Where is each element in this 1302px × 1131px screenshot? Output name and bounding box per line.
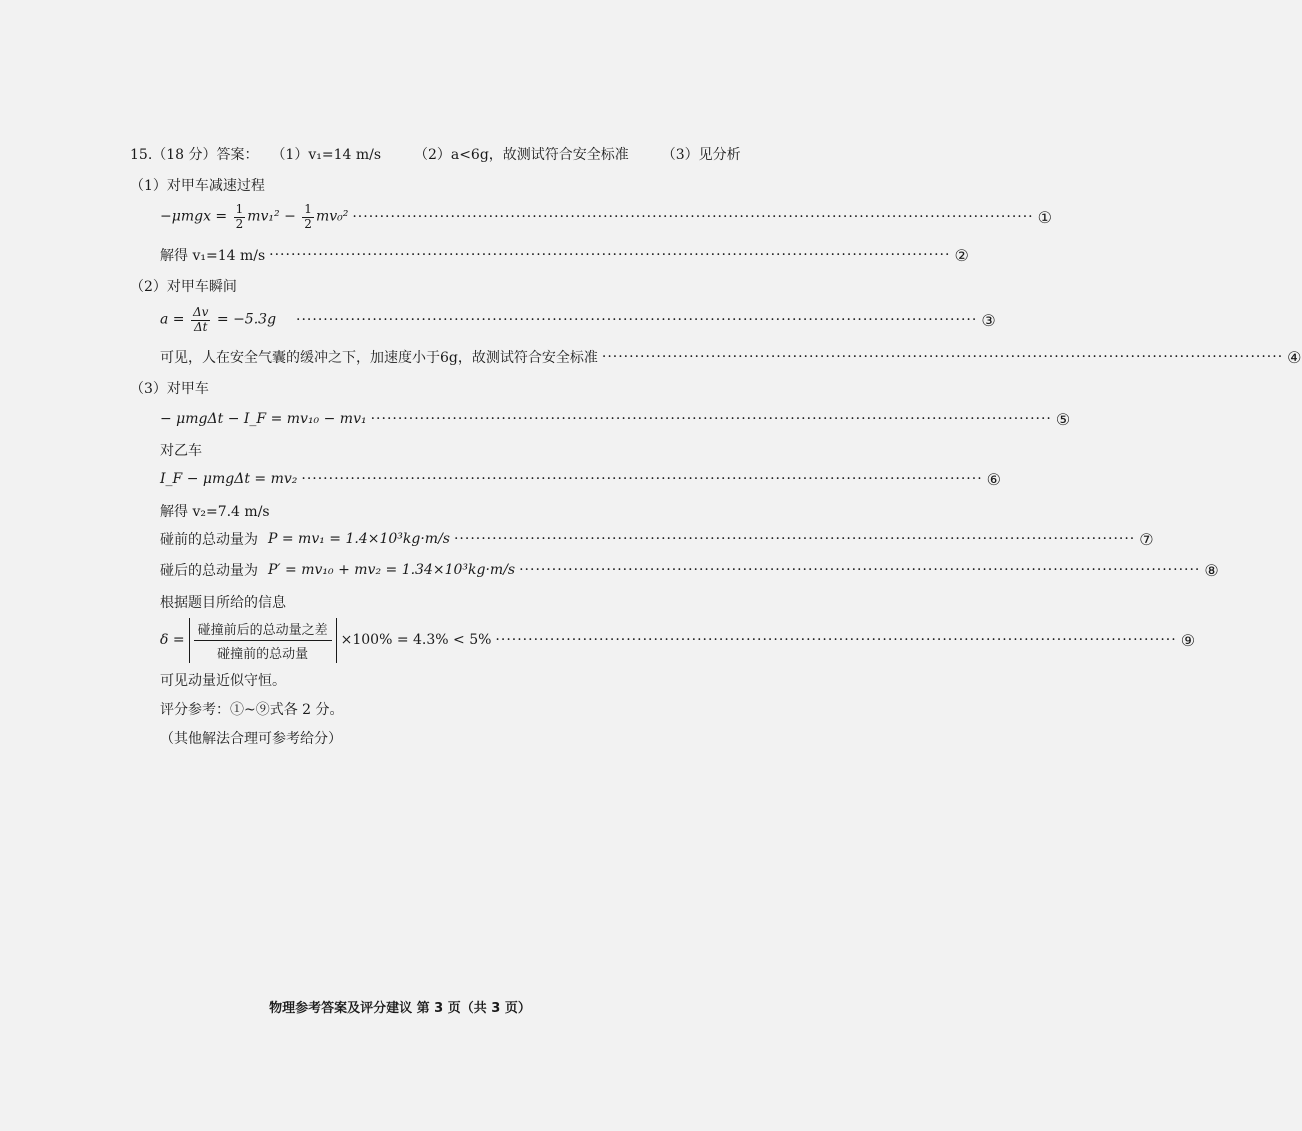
equation-mark-9: ⑨ [1180, 630, 1196, 650]
equation-mark-5: ⑤ [1055, 409, 1071, 429]
equation-8 [160, 558, 1219, 582]
eq9-numerator: 碰撞前后的总动量之差 [194, 618, 332, 641]
given-info-label: 根据题目所给的信息 [160, 595, 286, 611]
dot-leader: ····························································································································· [269, 247, 951, 263]
eq3-lhs: a = [160, 312, 185, 328]
equation-mark-2: ② [954, 245, 969, 265]
page-footer: 物理参考答案及评分建议 第 3 页（共 3 页） [269, 1001, 531, 1016]
eq7-expression: P = mv₁ = 1.4×10³kg·m/s [268, 531, 450, 547]
dot-leader: ····························································································································· [601, 349, 1284, 365]
answer-part1: （1）v₁=14 m/s [271, 147, 382, 163]
answer-label: 答案： [216, 147, 259, 163]
other-methods-note: （其他解法合理可参考给分） [160, 731, 342, 747]
eq1-lhs: −μmgx = [160, 209, 228, 225]
equation-mark-8: ⑧ [1204, 560, 1219, 580]
section1-heading: （1）对甲车减速过程 [130, 178, 265, 194]
dot-leader: ····························································································································· [370, 411, 1052, 427]
section2-heading: （2）对甲车瞬间 [130, 279, 237, 295]
car-b-label: 对乙车 [160, 443, 202, 459]
solve-v1: 解得 v₁=14 m/s [160, 248, 266, 264]
question-points: （18 分） [152, 147, 217, 163]
eq3-fraction [191, 306, 210, 333]
eq1-half-a-num: 1 [235, 202, 244, 217]
conclusion-row-2 [160, 345, 1302, 369]
answer-part2: （2）a<6g，故测试符合安全标准 [413, 147, 629, 163]
momentum-after-label: 碰后的总动量为 [160, 563, 258, 579]
equation-1 [160, 202, 1052, 231]
eq1-term-b: mv₀² [315, 209, 349, 225]
equation-mark-4: ④ [1287, 347, 1302, 367]
dot-leader: ····························································································································· [352, 209, 1034, 225]
eq8-expression: P′ = mv₁₀ + mv₂ = 1.34×10³kg·m/s [268, 562, 516, 578]
safety-conclusion: 可见，人在安全气囊的缓冲之下，加速度小于6g，故测试符合安全标准 [160, 350, 598, 366]
equation-5 [160, 407, 1071, 431]
solve-v2: 解得 v₂=7.4 m/s [160, 504, 270, 520]
scoring-reference: 评分参考：①~⑨式各 2 分。 [160, 702, 344, 718]
eq1-half-a-den: 2 [235, 216, 244, 231]
dot-leader: ····························································································································· [495, 632, 1177, 648]
equation-mark-6: ⑥ [986, 469, 1001, 489]
dot-leader: ····························································································································· [301, 471, 983, 487]
solve-row-1 [160, 243, 969, 267]
equation-7 [160, 527, 1154, 551]
eq3-num: Δv [192, 305, 209, 320]
eq5-expression: − μmgΔt − I_F = mv₁₀ − mv₁ [160, 411, 367, 427]
eq1-half-b-den: 2 [304, 216, 312, 231]
equation-9 [160, 620, 1196, 662]
answer-part3: （3）见分析 [661, 147, 741, 163]
equation-mark-3: ③ [981, 310, 996, 330]
eq9-abs-fraction [189, 618, 337, 663]
eq1-expression [160, 203, 348, 230]
dot-leader: ····························································································································· [453, 531, 1136, 547]
eq3-den: Δt [193, 319, 208, 334]
equation-mark-7: ⑦ [1139, 529, 1154, 549]
dot-leader: ····························································································································· [519, 562, 1201, 578]
eq3-expression [160, 306, 276, 333]
equation-3 [160, 305, 996, 334]
eq1-half-b [302, 203, 314, 230]
eq6-expression: I_F − μmgΔt = mv₂ [160, 471, 298, 487]
eq9-rhs: ×100% = 4.3% < 5% [340, 632, 492, 648]
question-number: 15. [130, 147, 153, 163]
eq1-half-a [234, 203, 246, 230]
conservation-conclusion: 可见动量近似守恒。 [160, 673, 286, 689]
question-header [130, 144, 741, 164]
eq9-denominator: 碰撞前的总动量 [217, 646, 309, 662]
eq1-term-a: mv₁² − [247, 209, 296, 225]
eq3-rhs: = −5.3g [216, 312, 277, 328]
momentum-before-label: 碰前的总动量为 [160, 532, 258, 548]
equation-6 [160, 467, 1001, 491]
eq1-half-b-num: 1 [304, 202, 312, 217]
dot-leader: ····························································································································· [296, 312, 978, 328]
section3-heading: （3）对甲车 [130, 381, 209, 397]
equation-mark-1: ① [1037, 207, 1052, 227]
eq9-lhs: δ = [160, 632, 185, 648]
